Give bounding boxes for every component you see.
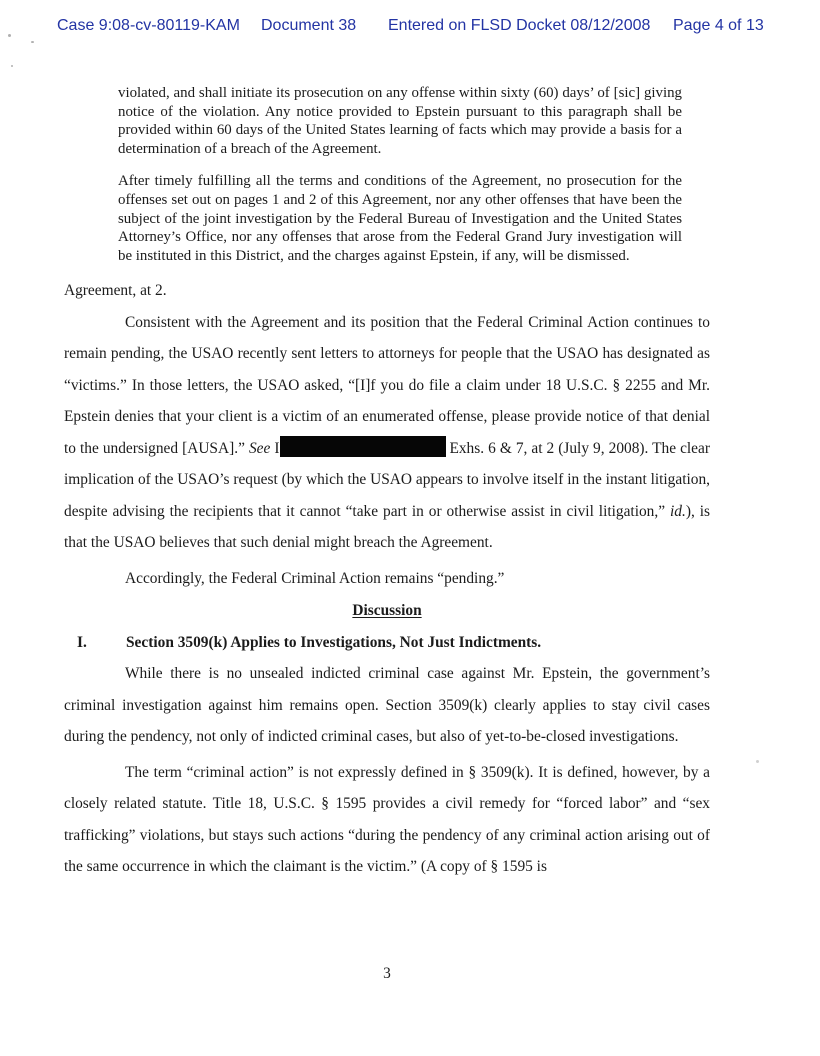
docket-stamp-header — [0, 17, 820, 39]
section-title: Section 3509(k) Applies to Investigations, Not Just Indictments. — [126, 633, 542, 651]
section-1-heading — [64, 627, 710, 659]
paragraph-text: Exhs. 6 & 7, at 2 (July 9, 2008). The clear implication of the USAO’s request (by which the USAO appears to involve itself in the instant litigation, despite advising the recipients that it cannot “take part in or otherwise assist in civil litigation,” — [64, 439, 710, 520]
scan-artifact — [8, 34, 11, 37]
scan-artifact — [11, 65, 13, 67]
paragraph-criminal-action-defined: The term “criminal action” is not expressly defined in § 3509(k). It is defined, however, by a closely related statute. Title 18, U.S.C. § 1595 provides a civil remedy for “forced labor” and “sex trafficking” violations, but stays such actions “during the pendency of any criminal action arising out of the same occurrence in which the claimant is the victim.” (A copy of § 1595 is — [64, 763, 710, 876]
paragraph-text: ), is that the USAO believes that such denial might breach the Agreement. — [64, 502, 710, 552]
page-number: 3 — [383, 965, 391, 982]
scan-artifact — [31, 41, 34, 43]
paragraph-investigation-open: While there is no unsealed indicted criminal case against Mr. Epstein, the government’s criminal investigation against him remains open. Section 3509(k) clearly applies to stay civil cases during the pendency, not only of indicted criminal cases, but also of yet-to-be-closed investigations. — [64, 665, 710, 746]
id-citation: id. — [669, 502, 686, 520]
scan-artifact — [756, 760, 759, 763]
section-numeral: I. — [77, 633, 87, 651]
agreement-citation: Agreement, at 2. — [64, 282, 167, 300]
paragraph-text: Consistent with the Agreement and its position that the Federal Criminal Action continues to remain pending, the USAO recently sent letters to attorneys for people that the USAO has designated as “victims.” In those letters, the USAO asked, “[I]f you do file a claim under 18 U.S.C. § 2255 and Mr. Epstein denies that your client is a victim of an enumerated offense, please provide notice of that denial to the undersigned [AUSA].” — [64, 313, 710, 457]
see-citation: See — [248, 439, 271, 457]
discussion-heading-text: Discussion — [352, 602, 422, 620]
document-number: Document 38 — [261, 17, 357, 34]
redaction-box — [280, 436, 446, 457]
redacted-name-stub: I — [270, 439, 280, 457]
blockquote-notice-of-violation: violated, and shall initiate its prosecution on any offense within sixty (60) days’ of [sic] giving notice of the violation. Any notice provided to Epstein pursuant to this paragraph shall be provided within 60 days of the United States learning of facts which may provide a basis for a determination of a breach of the Agreement. — [118, 85, 682, 157]
docket-entry-date: Entered on FLSD Docket 08/12/2008 — [388, 17, 651, 34]
blockquote-no-prosecution: After timely fulfilling all the terms and conditions of the Agreement, no prosecution for the offenses set out on pages 1 and 2 of this Agreement, nor any other offenses that have been the subject of the joint investigation by the Federal Bureau of Investigation and the United States Attorney’s Office, nor any offenses that arose from the Federal Grand Jury investigation will be instituted in this District, and the charges against Epstein, if any, will be dismissed. — [118, 173, 682, 264]
paragraph-usao-letters — [64, 307, 710, 559]
page-indicator: Page 4 of 13 — [673, 17, 764, 34]
paragraph-accordingly: Accordingly, the Federal Criminal Action remains “pending.” — [125, 569, 505, 587]
discussion-heading — [64, 595, 710, 627]
document-body — [64, 80, 710, 883]
case-number: Case 9:08-cv-80119-KAM — [57, 17, 240, 34]
